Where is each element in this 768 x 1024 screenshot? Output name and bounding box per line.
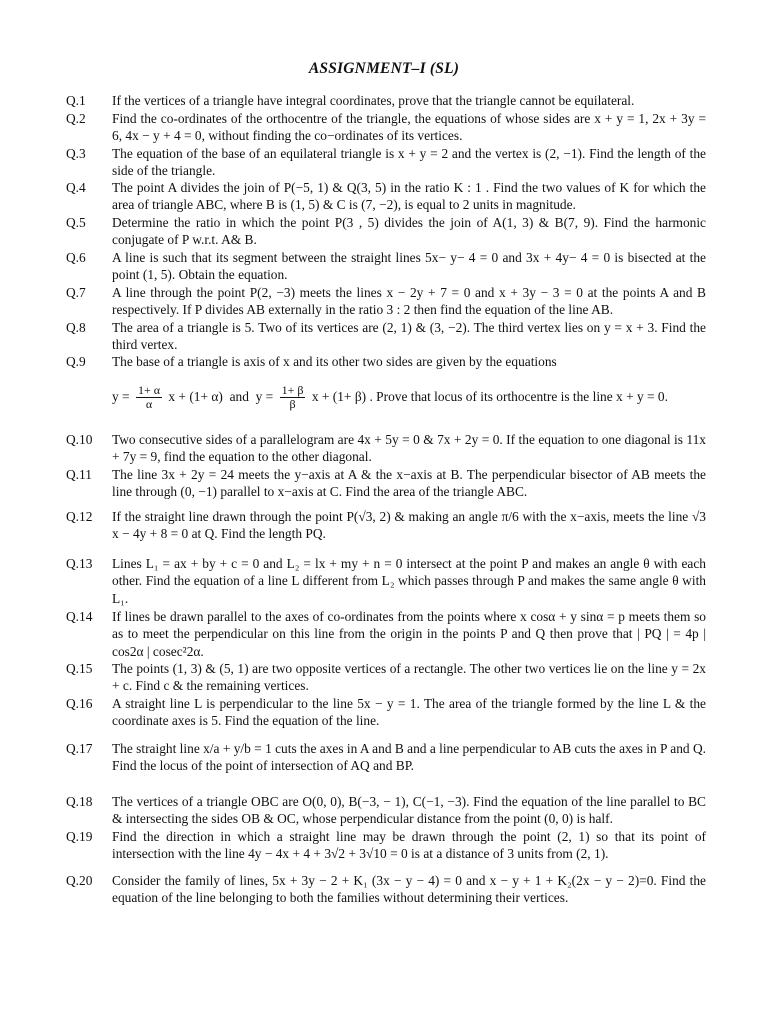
q9-tail: . Prove that locus of its orthocentre is the line x + y = 0. [369, 388, 668, 404]
question-text: The points (1, 3) & (5, 1) are two opposite vertices of a rectangle. The other two vertices lie on the line y = 2x + c. Find c & the remaining vertices. [112, 661, 706, 694]
question-text: Determine the ratio in which the point P(3 , 5) divides the join of A(1, 3) & B(7, 9). Find the harmonic conjugate of P w.r.t. A& B. [112, 215, 706, 248]
question-text: A line is such that its segment between the straight lines 5x− y− 4 = 0 and 3x + 4y− 4 = 0 is bisected at the point (1, 5). Obtain the equation. [112, 250, 706, 283]
question-item [66, 249, 706, 284]
question-number: Q.11 [66, 467, 92, 482]
question-number: Q.9 [66, 354, 86, 369]
page-title: ASSIGNMENT–I (SL) [308, 60, 460, 77]
question-text: Lines L₁ = ax + by + c = 0 and L₂ = lx + my + n = 0 intersect at the point P and makes an angle θ with each other. Find the equation of a line L different from L₂ which passes through P and makes the same angle θ with L₁. [112, 556, 706, 606]
question-text: The base of a triangle is axis of x and its other two sides are given by the equations [112, 354, 557, 369]
q9-eq1-rest: x + (1+ α) [168, 388, 223, 404]
q9-eq1-numerator: 1+ α [137, 383, 161, 397]
q9-eq2-fraction [280, 384, 306, 411]
question-text: The straight line x/a + y/b = 1 cuts the axes in A and B and a line perpendicular to AB cuts the axes in P and Q. Find the locus of the point of intersection of AQ and BP. [112, 741, 706, 774]
question-item [66, 828, 706, 863]
question-item [66, 555, 706, 607]
question-text: If the vertices of a triangle have integral coordinates, prove that the triangle cannot be equilateral. [112, 93, 635, 108]
question-item [66, 353, 706, 370]
question-number: Q.17 [66, 741, 93, 756]
question-item [66, 740, 706, 775]
question-text: Find the co-ordinates of the orthocentre of the triangle, the equations of whose sides are x + y = 1, 2x + 3y = 6, 4x − y + 4 = 0, without finding the co−ordinates of its vertices. [112, 111, 706, 144]
question-text: The area of a triangle is 5. Two of its vertices are (2, 1) & (3, −2). The third vertex lies on y = x + 3. Find the third vertex. [112, 320, 706, 353]
question-number: Q.4 [66, 180, 86, 195]
question-number: Q.8 [66, 320, 86, 335]
question-text: Consider the family of lines, 5x + 3y − 2 + K₁ (3x − y − 4) = 0 and x − y + 1 + K₂(2x − y − 2)=0. Find the equation of the line belonging to both the families without determining their vertices. [112, 873, 706, 906]
question-number: Q.16 [66, 696, 93, 711]
question-text: The line 3x + 2y = 24 meets the y−axis at A & the x−axis at B. The perpendicular bisector of AB meets the line through (0, −1) parallel to x−axis at C. Find the area of the triangle ABC. [112, 467, 706, 500]
q9-eq2-lhs: y = [255, 388, 274, 404]
question-item [66, 110, 706, 145]
q9-eq1-denominator: α [145, 397, 153, 412]
question-item [66, 793, 706, 828]
question-text: A straight line L is perpendicular to the line 5x − y = 1. The area of the triangle formed by the line L & the coordinate axes is 5. Find the equation of the line. [112, 696, 706, 729]
question-item [66, 608, 706, 660]
question-number: Q.6 [66, 250, 86, 265]
question-item [66, 284, 706, 319]
question-number: Q.19 [66, 829, 93, 844]
question-number: Q.2 [66, 111, 86, 126]
q9-eq1-lhs: y = [112, 388, 130, 404]
question-item [66, 872, 706, 907]
question-text: The equation of the base of an equilateral triangle is x + y = 2 and the vertex is (2, −1). Find the length of the side of the triangle. [112, 146, 706, 179]
q9-equation [112, 384, 668, 411]
question-item [66, 431, 706, 466]
question-number: Q.15 [66, 661, 93, 676]
question-text: Find the direction in which a straight line may be drawn through the point (2, 1) so that its point of intersection with the line 4y − 4x + 4 + 3√2 + 3√10 = 0 is at a distance of 3 units from (2, 1). [112, 829, 706, 862]
question-number: Q.20 [66, 873, 93, 888]
question-item [66, 92, 706, 109]
question-item [66, 660, 706, 695]
question-number: Q.14 [66, 609, 93, 624]
question-text: If the straight line drawn through the point P(√3, 2) & making an angle π/6 with the x−axis, meets the line √3 x − 4y + 8 = 0 at Q. Find the length PQ. [112, 509, 706, 542]
question-text: Two consecutive sides of a parallelogram are 4x + 5y = 0 & 7x + 2y = 0. If the equation to one diagonal is 11x + 7y = 9, find the equation to the other diagonal. [112, 432, 706, 465]
question-text: The vertices of a triangle OBC are O(0, 0), B(−3, − 1), C(−1, −3). Find the equation of the line parallel to BC & intersecting the sides OB & OC, whose perpendicular distance from the point (0, 0) is half. [112, 794, 706, 827]
q9-eq2-denominator: β [289, 397, 296, 412]
question-item [66, 466, 706, 501]
question-number: Q.5 [66, 215, 86, 230]
question-number: Q.18 [66, 794, 93, 809]
question-number: Q.3 [66, 146, 86, 161]
question-text: The point A divides the join of P(−5, 1) & Q(3, 5) in the ratio K : 1 . Find the two values of K for which the area of triangle ABC, where B is (1, 5) & C is (7, −2), is equal to 2 units in magnitude. [112, 180, 706, 213]
q9-eq2-rest: x + (1+ β) [311, 388, 367, 404]
question-item [66, 508, 706, 543]
question-item [66, 179, 706, 214]
question-text: If lines be drawn parallel to the axes of co-ordinates from the points where x cosα + y sinα = p meets them so as to meet the perpendicular on this line from the origin in the points P and Q then prove that | PQ | = 4p | cos2α | cosec²2α. [112, 609, 706, 659]
question-item [66, 319, 706, 354]
question-item [66, 695, 706, 730]
q9-eq1-fraction [136, 384, 162, 411]
q9-eq2-numerator: 1+ β [281, 383, 304, 397]
question-item [66, 214, 706, 249]
question-number: Q.1 [66, 93, 86, 108]
q9-and: and [229, 388, 249, 404]
question-text: A line through the point P(2, −3) meets the lines x − 2y + 7 = 0 and x + 3y − 3 = 0 at the points A and B respectively. If P divides AB externally in the ratio 3 : 2 then find the equation of the line AB. [112, 285, 706, 318]
question-number: Q.7 [66, 285, 86, 300]
question-number: Q.10 [66, 432, 93, 447]
question-item [66, 145, 706, 180]
question-number: Q.13 [66, 556, 93, 571]
question-number: Q.12 [66, 509, 93, 524]
